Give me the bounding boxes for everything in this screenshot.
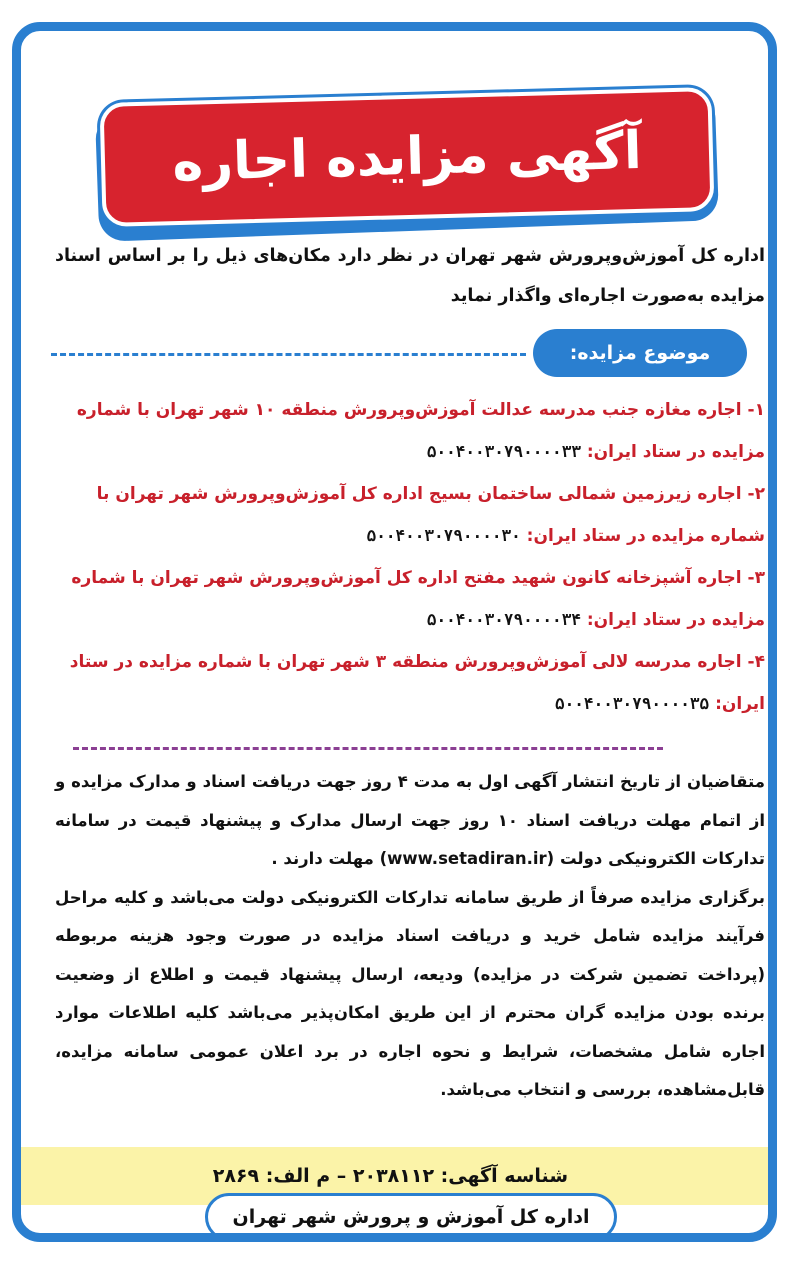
ad-frame: [12, 22, 777, 1242]
item-text: ۳- اجاره آشپزخانه کانون شهید مفتح اداره کل آموزش‌وپرورش شهر تهران با شماره مزایده در ستاد ایران:: [71, 568, 765, 630]
item-text: ۲- اجاره زیرزمین شمالی ساختمان بسیج اداره کل آموزش‌وپرورش شهر تهران با شماره مزایده در ستاد ایران:: [96, 484, 765, 546]
list-item: [55, 641, 765, 725]
page-title: آگهی مزایده اجاره: [171, 120, 643, 194]
title-banner: [99, 87, 714, 227]
items-list: [55, 389, 765, 725]
item-number: ۵۰۰۴۰۰۳۰۷۹۰۰۰۰۳۰: [366, 526, 521, 545]
item-number: ۵۰۰۴۰۰۳۰۷۹۰۰۰۰۳۵: [555, 694, 710, 713]
footer-organization: اداره کل آموزش و پرورش شهر تهران: [205, 1193, 617, 1241]
list-item: [55, 389, 765, 473]
list-item: [55, 557, 765, 641]
ad-id: شناسه آگهی: ۲۰۳۸۱۱۲ – م الف: ۲۸۶۹: [212, 1165, 568, 1187]
body-p1-start: متقاضیان از تاریخ انتشار آگهی اول به مدت ۴ روز جهت دریافت اسناد و مدارک مزایده و از اتمام مهلت دریافت اسناد ۱۰ روز جهت ارسال مدارک و پیشنهاد قیمت در سامانه تدارکات الکترونیکی دولت (: [55, 772, 765, 868]
body-text: [55, 763, 765, 1110]
list-item: [55, 473, 765, 557]
dashed-divider: [51, 353, 526, 356]
intro-paragraph: اداره کل آموزش‌وپرورش شهر تهران در نظر دارد مکان‌های ذیل را بر اساس اسناد مزایده به‌صورت اجاره‌ای واگذار نماید: [55, 246, 765, 306]
item-text: ۱- اجاره مغازه جنب مدرسه عدالت آموزش‌وپرورش منطقه ۱۰ شهر تهران با شماره مزایده در ستاد ایران:: [76, 400, 765, 462]
subject-label: موضوع مزایده:: [533, 329, 747, 377]
body-paragraph-2: برگزاری مزایده صرفاً از طریق سامانه تدارکات الکترونیکی دولت می‌باشد و کلیه مراحل فرآیند مزایده شامل خرید و دریافت اسناد مزایده در صورت وجود هزینه مربوطه (پرداخت تضمین شرکت در مزایده) ودیعه، ارسال پیشنهاد قیمت و اطلاع از وضعیت برنده بودن مزایده گران محترم از این طریق امکان‌پذیر می‌باشد کلیه اطلاعات موارد اجاره شامل مشخصات، شرایط و نحوه اجاره در برد اعلان عمومی سامانه مزایده، قابل‌مشاهده، بررسی و انتخاب می‌باشد.: [55, 887, 765, 1099]
item-text: ۴- اجاره مدرسه لالی آموزش‌وپرورش منطقه ۳ شهر تهران با شماره مزایده در ستاد ایران:: [69, 652, 765, 714]
item-number: ۵۰۰۴۰۰۳۰۷۹۰۰۰۰۳۳: [426, 442, 581, 461]
body-paragraph-1: [55, 763, 765, 879]
item-number: ۵۰۰۴۰۰۳۰۷۹۰۰۰۰۳۴: [426, 610, 581, 629]
purple-dashed-divider: [73, 747, 663, 750]
setadiran-link[interactable]: www.setadiran.ir: [387, 849, 547, 868]
body-p1-end: ) مهلت دارند .: [271, 849, 388, 868]
